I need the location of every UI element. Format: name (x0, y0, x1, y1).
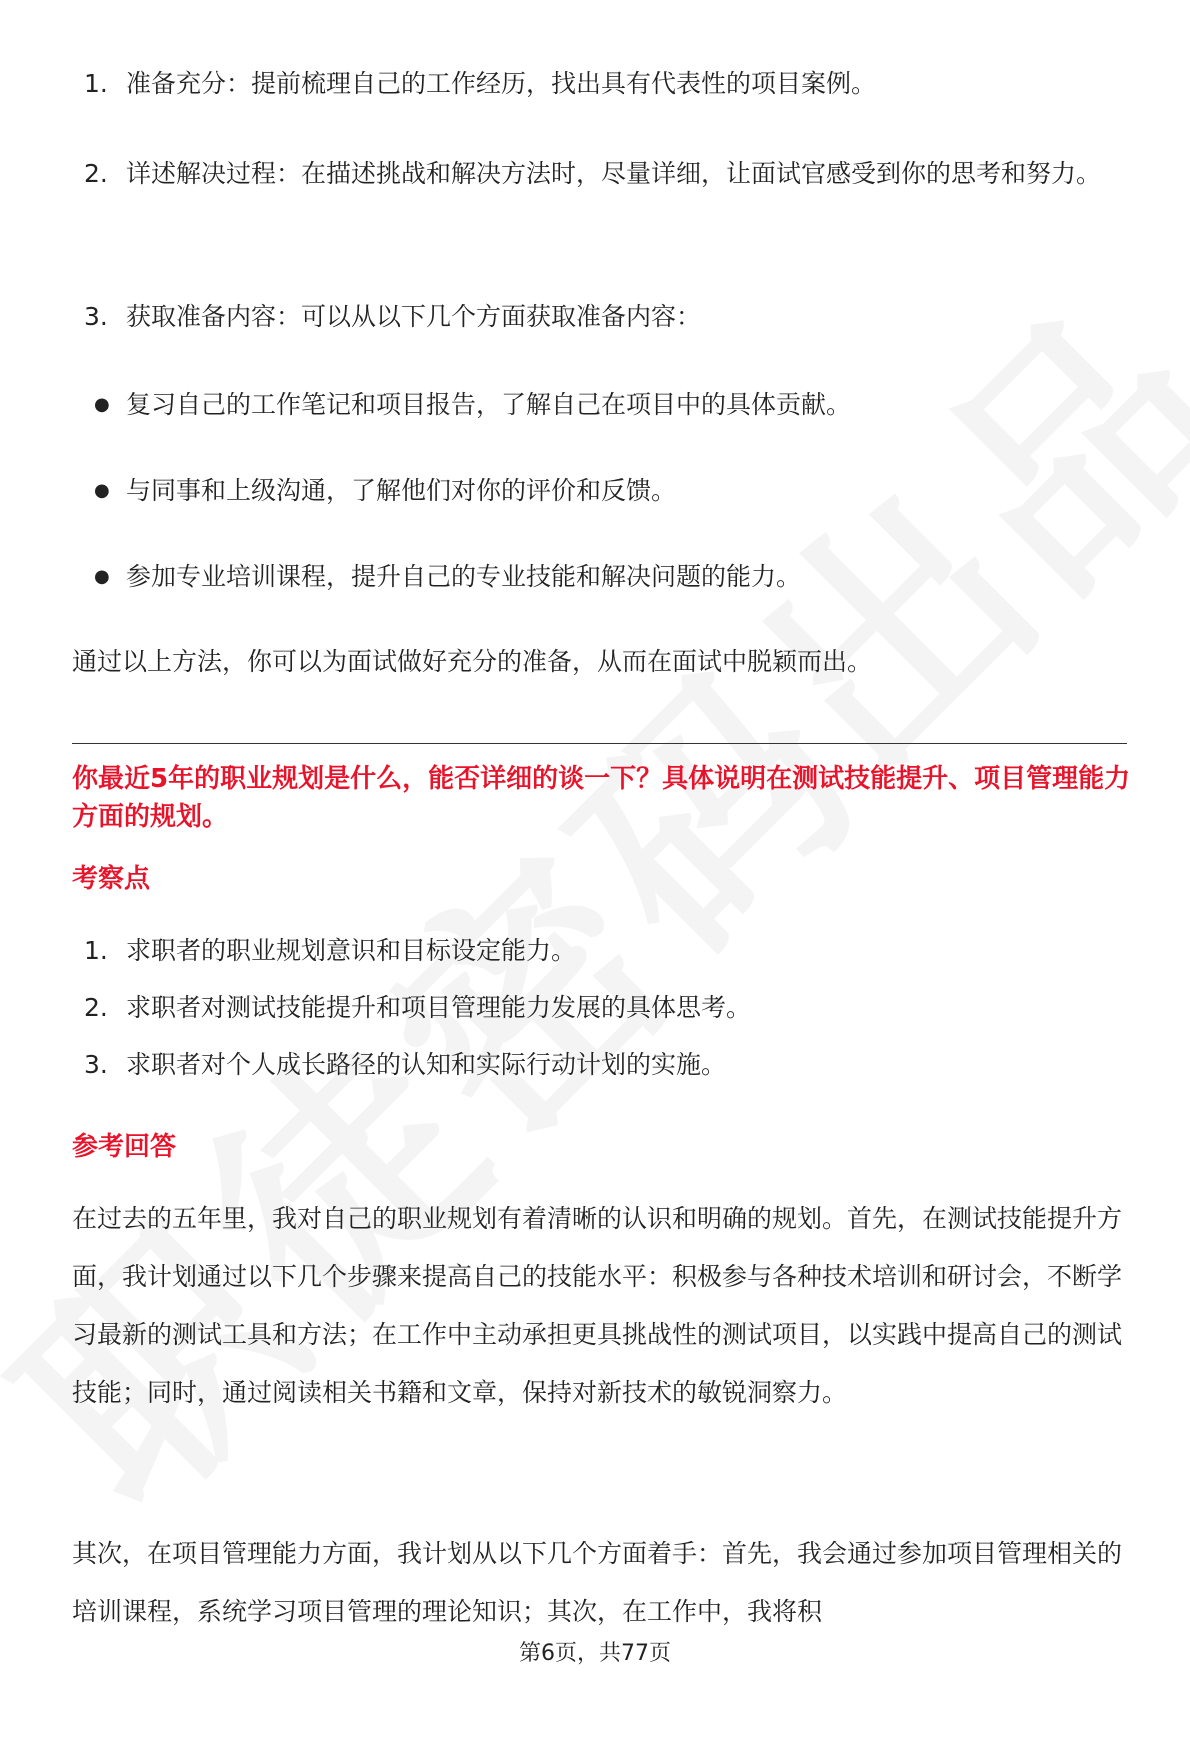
list-number: 3. (84, 1050, 108, 1079)
bullet-text: 与同事和上级沟通，了解他们对你的评价和反馈。 (126, 476, 677, 505)
list-item (72, 1036, 1112, 1094)
section-divider (72, 743, 1127, 744)
list-item (72, 288, 1112, 346)
bullet-icon: ● (94, 566, 110, 587)
answer-paragraph: 在过去的五年里，我对自己的职业规划有着清晰的认识和明确的规划。首先，在测试技能提升方面，我计划通过以下几个步骤来提高自己的技能水平：积极参与各种技术培训和研讨会，不断学习最新的测试工具和方法；在工作中主动承担更具挑战性的测试项目，以实践中提高自己的测试技能；同时，通过阅读相关书籍和文章，保持对新技术的敏锐洞察力。 (72, 1204, 1123, 1407)
bullet-text: 参加专业培训课程，提升自己的专业技能和解决问题的能力。 (126, 562, 802, 591)
answer-paragraph: 其次，在项目管理能力方面，我计划从以下几个方面着手：首先，我会通过参加项目管理相关的培训课程，系统学习项目管理的理论知识；其次，在工作中，我将积 (72, 1539, 1123, 1626)
page-footer: 第6页，共77页 (519, 1641, 671, 1666)
bullet-item (72, 471, 1112, 511)
bullet-icon: ● (94, 480, 110, 501)
list-text: 准备充分：提前梳理自己的工作经历，找出具有代表性的项目案例。 (126, 69, 877, 98)
question-heading: 你最近5年的职业规划是什么，能否详细的谈一下？具体说明在测试技能提升、项目管理能力方面的规划。 (72, 764, 1131, 832)
bullet-item (72, 385, 1112, 425)
list-text: 求职者对测试技能提升和项目管理能力发展的具体思考。 (126, 993, 752, 1022)
bullet-icon: ● (94, 394, 110, 415)
list-number: 1. (84, 936, 108, 965)
examination-heading: 考察点 (72, 864, 151, 894)
list-text: 求职者的职业规划意识和目标设定能力。 (126, 936, 577, 965)
bullet-item (72, 557, 1112, 597)
list-text: 详述解决过程：在描述挑战和解决方法时，尽量详细，让面试官感受到你的思考和努力。 (126, 159, 1102, 188)
summary-paragraph: 通过以上方法，你可以为面试做好充分的准备，从而在面试中脱颖而出。 (72, 647, 873, 676)
list-item (72, 145, 1112, 203)
bullet-text: 复习自己的工作笔记和项目报告，了解自己在项目中的具体贡献。 (126, 390, 852, 419)
list-item (72, 55, 1112, 113)
reference-heading: 参考回答 (72, 1132, 177, 1162)
list-number: 2. (84, 993, 108, 1022)
list-number: 2. (84, 159, 108, 188)
list-item (72, 922, 1112, 980)
list-number: 3. (84, 302, 108, 331)
list-item (72, 979, 1112, 1037)
list-number: 1. (84, 69, 108, 98)
list-text: 获取准备内容：可以从以下几个方面获取准备内容： (126, 302, 702, 331)
list-text: 求职者对个人成长路径的认知和实际行动计划的实施。 (126, 1050, 727, 1079)
